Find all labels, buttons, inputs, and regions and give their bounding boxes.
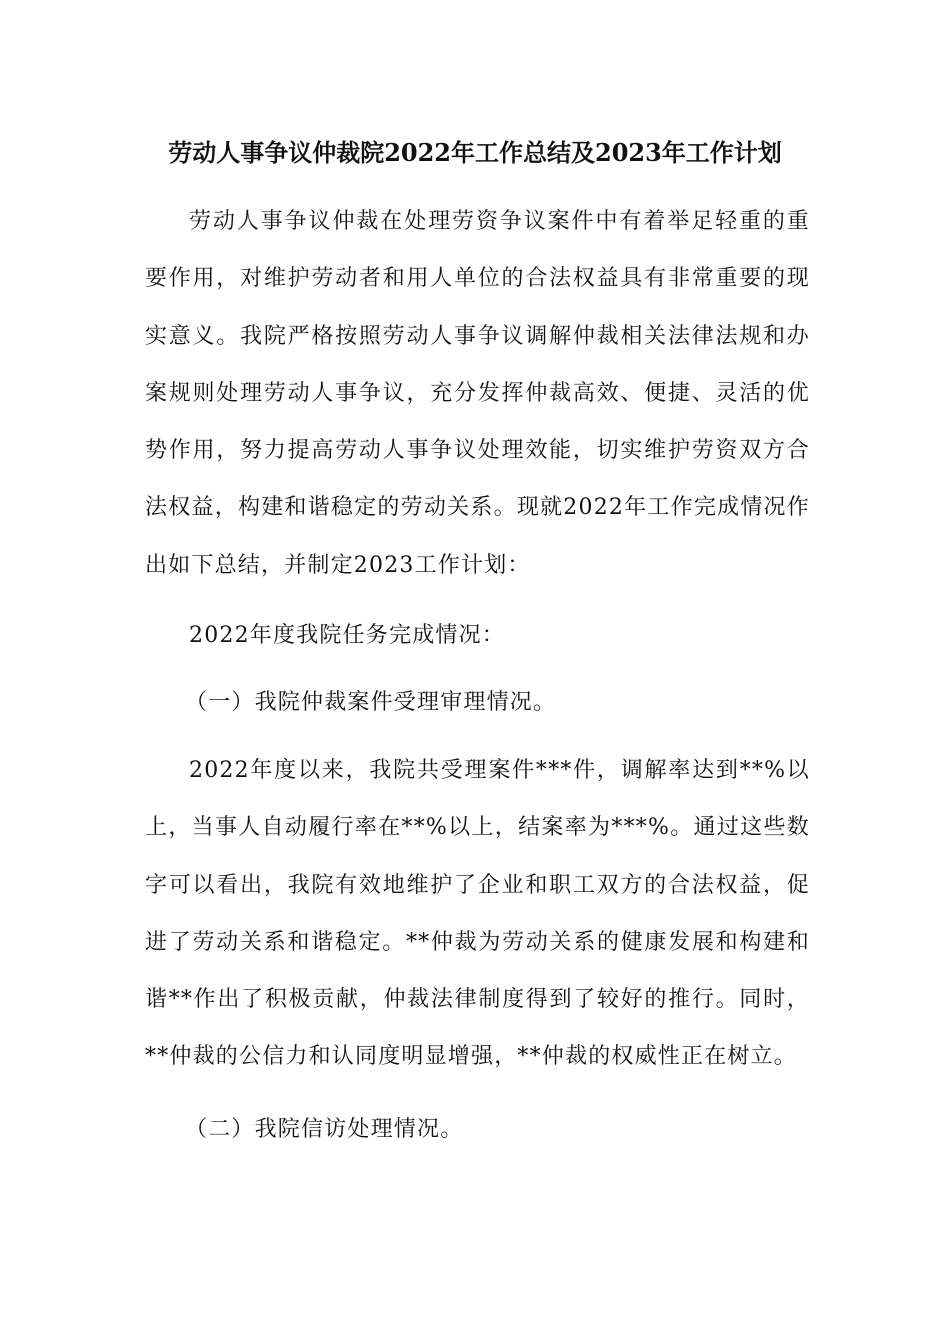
subsection-2-heading-text: （二）我院信访处理情况。 [185,1117,464,1142]
section-heading [145,607,810,664]
intro-paragraph [145,193,810,594]
subsection-1-heading [145,674,810,731]
section-heading-text: 2022年度我院任务完成情况： [189,623,505,648]
subsection-1-body-text: 2022年度以来，我院共受理案件***件，调解率达到**%以上，当事人自动履行率在**%以上，结案率为***%。通过这些数字可以看出，我院有效地维护了企业和职工双方的合法权益，促进了劳动关系和谐稳定。**仲裁为劳动关系的健康发展和构建和谐**作出了积极贡献，仲裁法律制度得到了较好的推行。同时，**仲裁的公信力和认同度明显增强，**仲裁的权威性正在树立。 [145,758,810,1070]
document-title: 劳动人事争议仲裁院2022年工作总结及2023年工作计划 [168,138,782,167]
subsection-1-body [145,742,810,1086]
intro-text: 劳动人事争议仲裁在处理劳资争议案件中有着举足轻重的重要作用，对维护劳动者和用人单位的合法权益具有非常重要的现实意义。我院严格按照劳动人事争议调解仲裁相关法律法规和办案规则处理劳动人事争议，充分发挥仲裁高效、便捷、灵活的优势作用，努力提高劳动人事争议处理效能，切实维护劳资双方合法权益，构建和谐稳定的劳动关系。现就2022年工作完成情况作出如下总结，并制定2023工作计划： [145,209,810,578]
subsection-2-heading [145,1101,810,1158]
subsection-1-heading-text: （一）我院仲裁案件受理审理情况。 [185,690,557,715]
